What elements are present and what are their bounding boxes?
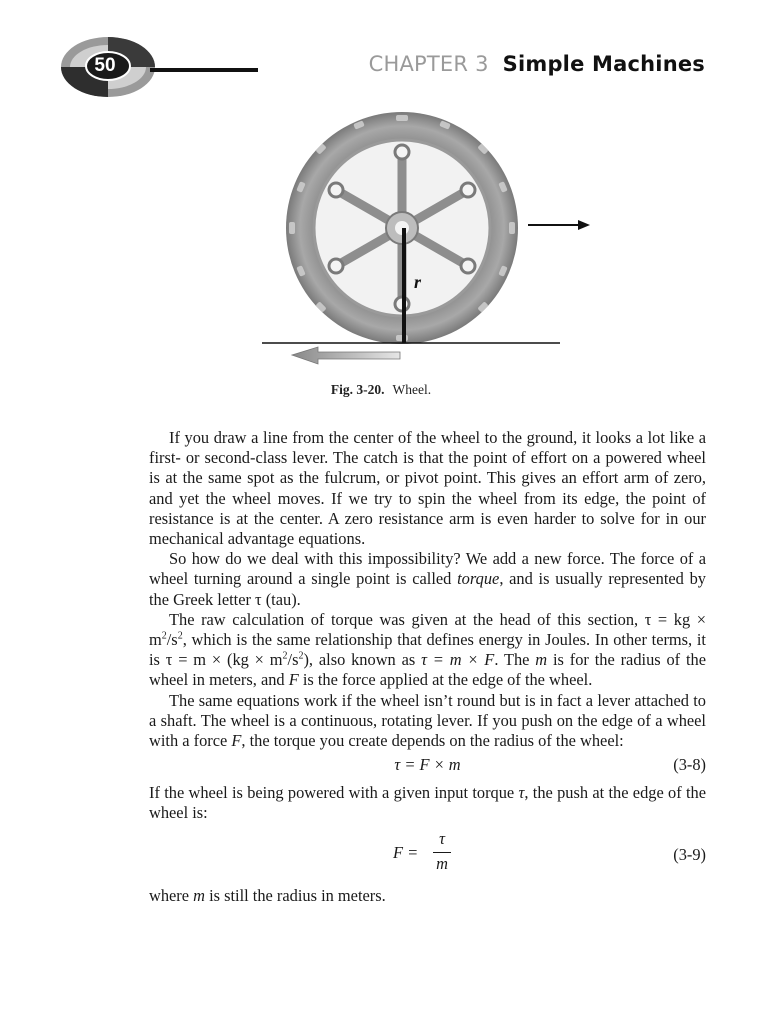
radius-label: r [414, 272, 422, 292]
figure-caption [0, 382, 762, 398]
page-header [0, 0, 762, 110]
paragraph: where m is still the radius in meters. [149, 885, 386, 905]
fraction-denominator: m [436, 853, 448, 873]
wheel-figure [256, 108, 596, 376]
equation-lhs: F = [393, 842, 419, 862]
motion-arrow [528, 220, 590, 230]
paragraph: So how do we deal with this impossibility? We add a new force. The force of a wheel turning around a single point is called torque, and is usually represented by the Greek letter τ (tau). [149, 549, 706, 609]
chapter-label: CHAPTER 3 [368, 52, 489, 76]
chapter-title [369, 52, 705, 76]
equation-number: (3-9) [673, 844, 706, 864]
fraction-numerator: τ [439, 828, 445, 848]
paragraph: If the wheel is being powered with a given input torque τ, the push at the edge of the wheel is: [149, 783, 706, 823]
equation-expression: τ = F × m [394, 755, 461, 775]
figure-caption-text: Wheel. [392, 382, 432, 397]
equation-3-9 [149, 828, 706, 880]
page-number: 50 [94, 55, 116, 76]
paragraph: If you draw a line from the center of the wheel to the ground, it looks a lot like a first- or second-class lever. The catch is that the point of effort on a powered wheel is at the same spot as the fulcrum, or pivot point. This gives an effort arm of zero, and yet the wheel moves. If we try to spin the wheel from its edge, the point of resistance is at the center. A zero resistance arm is even harder to solve for in our mechanical advantage equations. [149, 428, 706, 549]
equation-3-8 [149, 753, 706, 779]
fraction [433, 828, 451, 875]
body-text [149, 428, 706, 906]
paragraph: The same equations work if the wheel isn’t round but is in fact a lever attached to a shaft. The wheel is a continuous, rotating lever. If you push on the edge of a wheel with a force F, the torque you create depends on the radius of the wheel: [149, 690, 706, 751]
chapter-name: Simple Machines [502, 52, 705, 76]
paragraph: The raw calculation of torque was given at the head of this section, τ = kg × $m^2/s^2$, which is the same relationship that defines energy in Joules. In other terms, it is $\tau = m \times (kg \times m^2/s^2)$, also known as τ = m × F. The m is for the radius of the wheel in meters, and F is the force applied at the edge of the wheel. [149, 609, 707, 690]
friction-arrow [292, 347, 400, 364]
equation-number: (3-8) [673, 755, 706, 775]
figure-caption-label: Fig. 3-20. [330, 382, 385, 397]
header-rule [150, 68, 258, 72]
